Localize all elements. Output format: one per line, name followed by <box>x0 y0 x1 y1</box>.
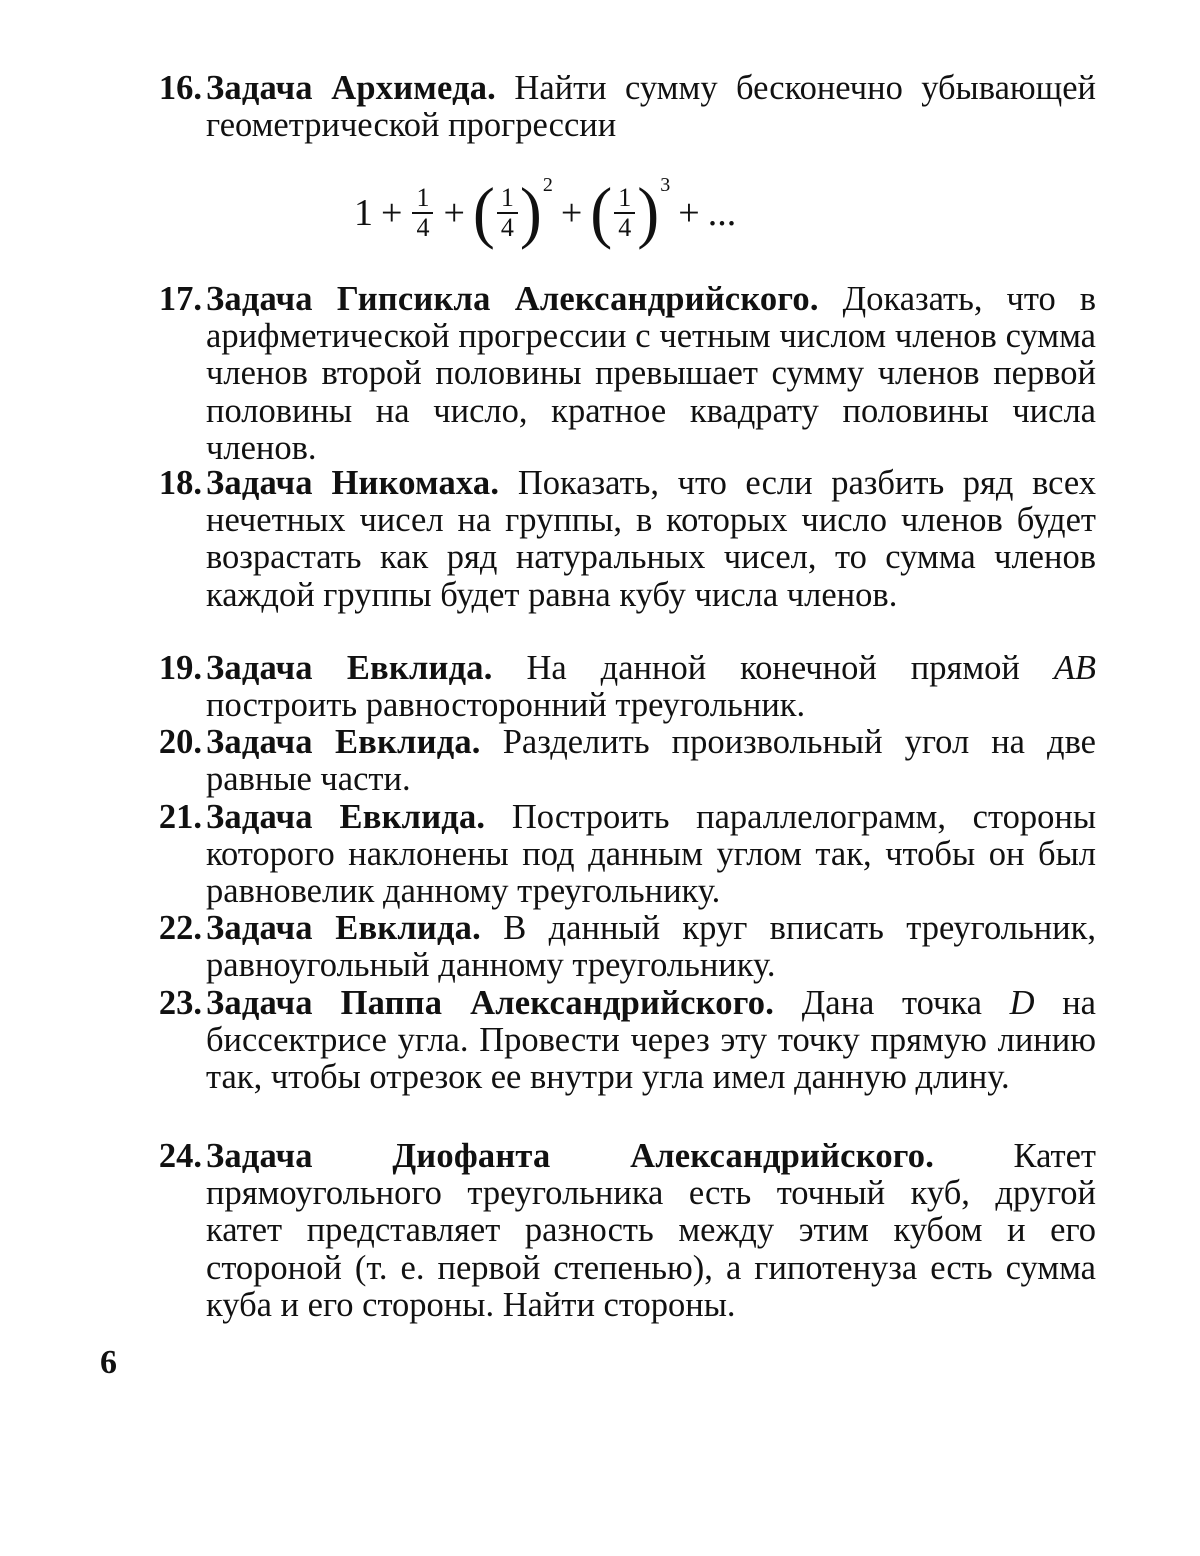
problem-text: Разделить произвольный угол на две равные части. <box>206 723 1096 799</box>
problem-text: Показать, что если разбить ряд всех нечетных чисел на группы, в которых число членов будет возрастать как ряд натуральных чисел, то сумма членов каждой группы будет равна кубу числа членов. <box>206 464 1096 614</box>
problem-title: Задача Евклида. <box>206 798 486 836</box>
problem-text: В данный круг вписать треугольник, равноугольный данному треугольнику. <box>206 909 1097 985</box>
problem-body <box>206 910 1096 984</box>
problem-24 <box>136 1138 1096 1324</box>
right-paren: ) <box>637 174 660 251</box>
fraction-numerator: 1 <box>614 184 635 214</box>
segment-label: AB <box>1053 649 1097 687</box>
problem-number: 16. <box>158 69 202 107</box>
fraction-numerator: 1 <box>412 184 433 214</box>
fraction-denominator: 4 <box>500 213 514 242</box>
left-paren: ( <box>590 174 613 251</box>
problem-text: Дана точка <box>801 984 982 1022</box>
fraction-one-quarter <box>614 184 635 242</box>
fraction-denominator: 4 <box>618 213 632 242</box>
problem-title: Задача Паппа Александрийского. <box>206 984 775 1022</box>
exponent-two: 2 <box>542 174 553 196</box>
problem-title: Задача Евклида. <box>206 649 493 687</box>
problem-number: 18. <box>158 464 202 502</box>
plus-sign: + <box>560 192 583 234</box>
problem-16 <box>136 70 1096 144</box>
formula-term-one: 1 <box>354 192 373 234</box>
problem-body <box>206 724 1096 798</box>
problem-number: 19. <box>158 649 202 687</box>
fraction-numerator: 1 <box>497 184 518 214</box>
problem-body <box>206 70 1096 144</box>
ellipsis: ... <box>707 192 737 234</box>
problem-text: Построить параллелограмм, стороны которого наклонены под данным углом так, чтобы он был равновелик данному треугольнику. <box>206 798 1096 911</box>
problem-body <box>206 985 1096 1097</box>
problem-body <box>206 1138 1096 1324</box>
problem-body <box>206 465 1096 614</box>
problem-21 <box>136 799 1096 911</box>
problem-number: 17. <box>158 280 202 318</box>
plus-sign: + <box>381 192 403 234</box>
point-label: D <box>1009 984 1035 1022</box>
problem-23 <box>136 985 1096 1097</box>
problem-number: 24. <box>158 1137 202 1175</box>
problem-number: 21. <box>158 798 202 836</box>
problem-text: на биссектрисе угла. Провести через эту точку прямую линию так, чтобы отрезок ее внутри угла имел данную длину. <box>206 984 1096 1097</box>
problem-title: Задача Архимеда. <box>206 69 496 107</box>
problem-number: 23. <box>158 984 202 1022</box>
problem-number: 22. <box>158 909 202 947</box>
left-paren: ( <box>472 174 495 251</box>
exponent-three: 3 <box>660 174 671 196</box>
problem-19 <box>136 650 1096 724</box>
right-paren: ) <box>519 174 542 251</box>
problem-22 <box>136 910 1096 984</box>
plus-sign: + <box>678 192 700 234</box>
problem-title: Задача Евклида. <box>206 909 481 947</box>
problem-text: На данной конечной прямой <box>526 649 1020 687</box>
fraction-one-quarter <box>497 184 518 242</box>
plus-sign: + <box>443 192 465 234</box>
problem-17 <box>136 281 1096 467</box>
problem-title: Задача Гипсикла Александрийского. <box>206 280 819 318</box>
problem-title: Задача Диофанта Александрийского. <box>206 1137 935 1175</box>
fraction-denominator: 4 <box>416 213 430 242</box>
problem-title: Задача Евклида. <box>206 723 481 761</box>
problem-body <box>206 650 1096 724</box>
problem-text: Доказать, что в арифметической прогрессии с четным числом членов сумма членов второй половины превышает сумму членов первой половины на число, кратное квадрату половины числа членов. <box>206 280 1096 467</box>
geometric-series-formula <box>354 170 874 256</box>
problem-text: Катет прямоугольного треугольника есть точный куб, другой катет представляет разность между этим кубом и его стороной (т. е. первой степенью), а гипотенуза есть сумма куба и его стороны. Найти стороны. <box>206 1137 1096 1324</box>
problem-body <box>206 799 1096 911</box>
problem-number: 20. <box>158 723 202 761</box>
problem-title: Задача Никомаха. <box>206 464 500 502</box>
problem-20 <box>136 724 1096 798</box>
problem-body <box>206 281 1096 467</box>
fraction-one-quarter <box>412 184 433 242</box>
problem-text: Найти сумму бесконечно убывающей геометрической прогрессии <box>206 69 1096 145</box>
problem-18 <box>136 465 1096 614</box>
page-number: 6 <box>100 1344 117 1381</box>
problem-text: построить равносторонний треугольник. <box>206 686 806 725</box>
